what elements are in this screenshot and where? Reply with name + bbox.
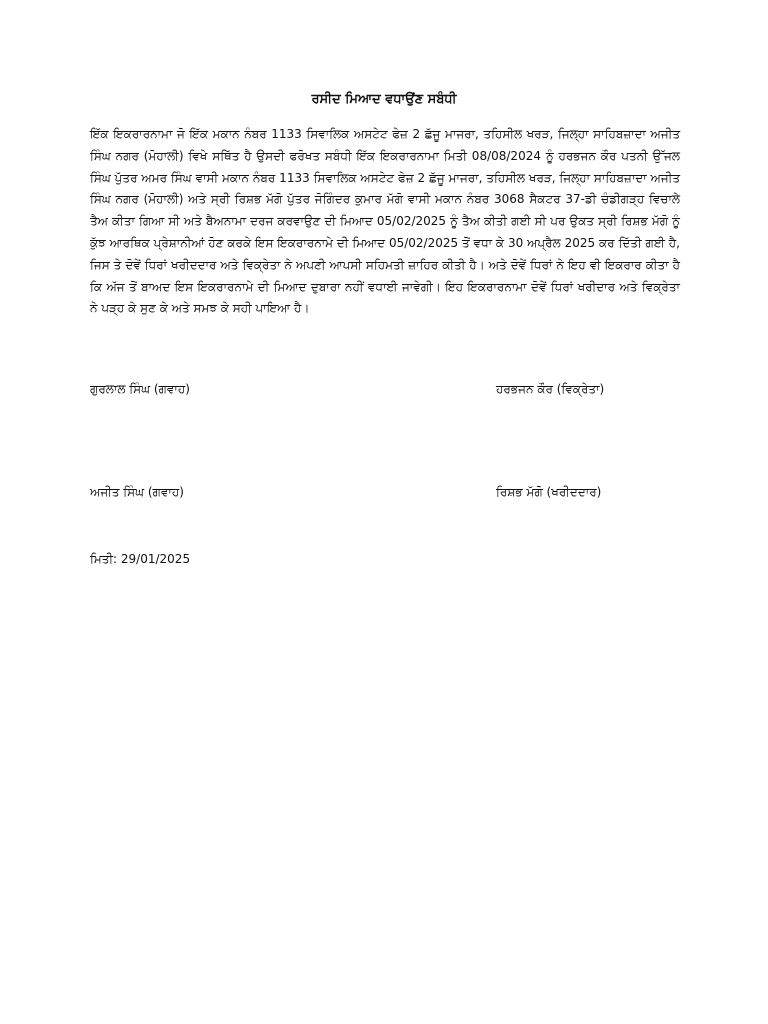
agreement-paragraph: ਇੱਕ ਇਕਰਾਰਨਾਮਾ ਜੋ ਇੱਕ ਮਕਾਨ ਨੰਬਰ 1133 ਸਿਵਾਲਿਕ ਅਸਟੇਟ ਫੇਜ਼ 2 ਛੱਜੂ ਮਾਜਰਾ, ਤਹਿਸੀਲ ਖਰੜ, ਜਿਲ੍ਹਾ ਸਾਹਿਬਜ਼ਾਦਾ ਅਜੀਤ ਸਿੰਘ ਨਗਰ (ਮੋਹਾਲੀ) ਵਿਖੇ ਸਥਿੱਤ ਹੈ ਉਸਦੀ ਫਰੋਖਤ ਸਬੰਧੀ ਇੱਕ ਇਕਰਾਰਨਾਮਾ ਮਿਤੀ 08/08/2024 ਨੂੰ ਹਰਭਜਨ ਕੌਰ ਪਤਨੀ ਉੱਜਲ ਸਿੰਘ ਪੁੱਤਰ ਅਮਰ ਸਿੰਘ ਵਾਸੀ ਮਕਾਨ ਨੰਬਰ 1133 ਸਿਵਾਲਿਕ ਅਸਟੇਟ ਫੇਜ਼ 2 ਛੱਜੂ ਮਾਜਰਾ, ਤਹਿਸੀਲ ਖਰੜ, ਜਿਲ੍ਹਾ ਸਾਹਿਬਜ਼ਾਦਾ ਅਜੀਤ ਸਿੰਘ ਨਗਰ (ਮੋਹਾਲੀ) ਅਤੇ ਸ੍ਰੀ ਰਿਸ਼ਭ ਮੱਗੋ ਪੁੱਤਰ ਜੋਗਿੰਦਰ ਕੁਮਾਰ ਮੱਗੋ ਵਾਸੀ ਮਕਾਨ ਨੰਬਰ 3068 ਸੈਕਟਰ 37-ਡੀ ਚੰਡੀਗੜ੍ਹ ਵਿਚਾਲੇ ਤੈਅ ਕੀਤਾ ਗਿਆ ਸੀ ਅਤੇ ਬੈਅਨਾਮਾ ਦਰਜ ਕਰਵਾਉਣ ਦੀ ਮਿਆਦ 05/02/2025 ਨੂੰ ਤੈਅ ਕੀਤੀ ਗਈ ਸੀ ਪਰ ਉਕਤ ਸ੍ਰੀ ਰਿਸ਼ਭ ਮੱਗੋ ਨੂੰ ਕੁੱਝ ਆਰਥਿਕ ਪ੍ਰੇਸ਼ਾਨੀਆਂ ਹੋਣ ਕਰਕੇ ਇਸ ਇਕਰਾਰਨਾਮੇ ਦੀ ਮਿਆਦ 05/02/2025 ਤੋਂ ਵਧਾ ਕੇ 30 ਅਪ੍ਰੈਲ 2025 ਕਰ ਦਿੱਤੀ ਗਈ ਹੈ, ਜਿਸ ਤੇ ਦੋਵੇਂ ਧਿਰਾਂ ਖਰੀਦਦਾਰ ਅਤੇ ਵਿਕ੍ਰੇਤਾ ਨੇ ਅਪਣੀ ਆਪਸੀ ਸਹਿਮਤੀ ਜ਼ਾਹਿਰ ਕੀਤੀ ਹੈ। ਅਤੇ ਦੋਵੇਂ ਧਿਰਾਂ ਨੇ ਇਹ ਵੀ ਇਕਰਾਰ ਕੀਤਾ ਹੈ ਕਿ ਅੱਜ ਤੋਂ ਬਾਅਦ ਇਸ ਇਕਰਾਰਨਾਮੇ ਦੀ ਮਿਆਦ ਦੁਬਾਰਾ ਨਹੀਂ ਵਧਾਈ ਜਾਵੇਗੀ। ਇਹ ਇਕਰਾਰਨਾਮਾ ਦੋਵੇਂ ਧਿਰਾਂ ਖਰੀਦਾਰ ਅਤੇ ਵਿਕ੍ਰੇਤਾ ਨੇ ਪੜ੍ਹ ਕੇ ਸੁਣ ਕੇ ਅਤੇ ਸਮਝ ਕੇ ਸਹੀ ਪਾਇਆ ਹੈ। (90, 127, 680, 316)
witness-2-signature-line: ਅਜੀਤ ਸਿੰਘ (ਗਵਾਹ) (90, 485, 184, 499)
witness-1-signature-line: ਗੁਰਲਾਲ ਸਿੰਘ (ਗਵਾਹ) (90, 382, 190, 396)
seller-signature-line: ਹਰਭਜਨ ਕੌਰ (ਵਿਕ੍ਰੇਤਾ) (496, 382, 605, 396)
document-title: ਰਸੀਦ ਮਿਆਦ ਵਧਾਉਂਣ ਸਬੰਧੀ (311, 92, 457, 107)
document-date: ਮਿਤੀ: 29/01/2025 (90, 552, 191, 566)
buyer-signature-line: ਰਿਸ਼ਭ ਮੱਗੋ (ਖਰੀਦਦਾਰ) (496, 485, 602, 499)
